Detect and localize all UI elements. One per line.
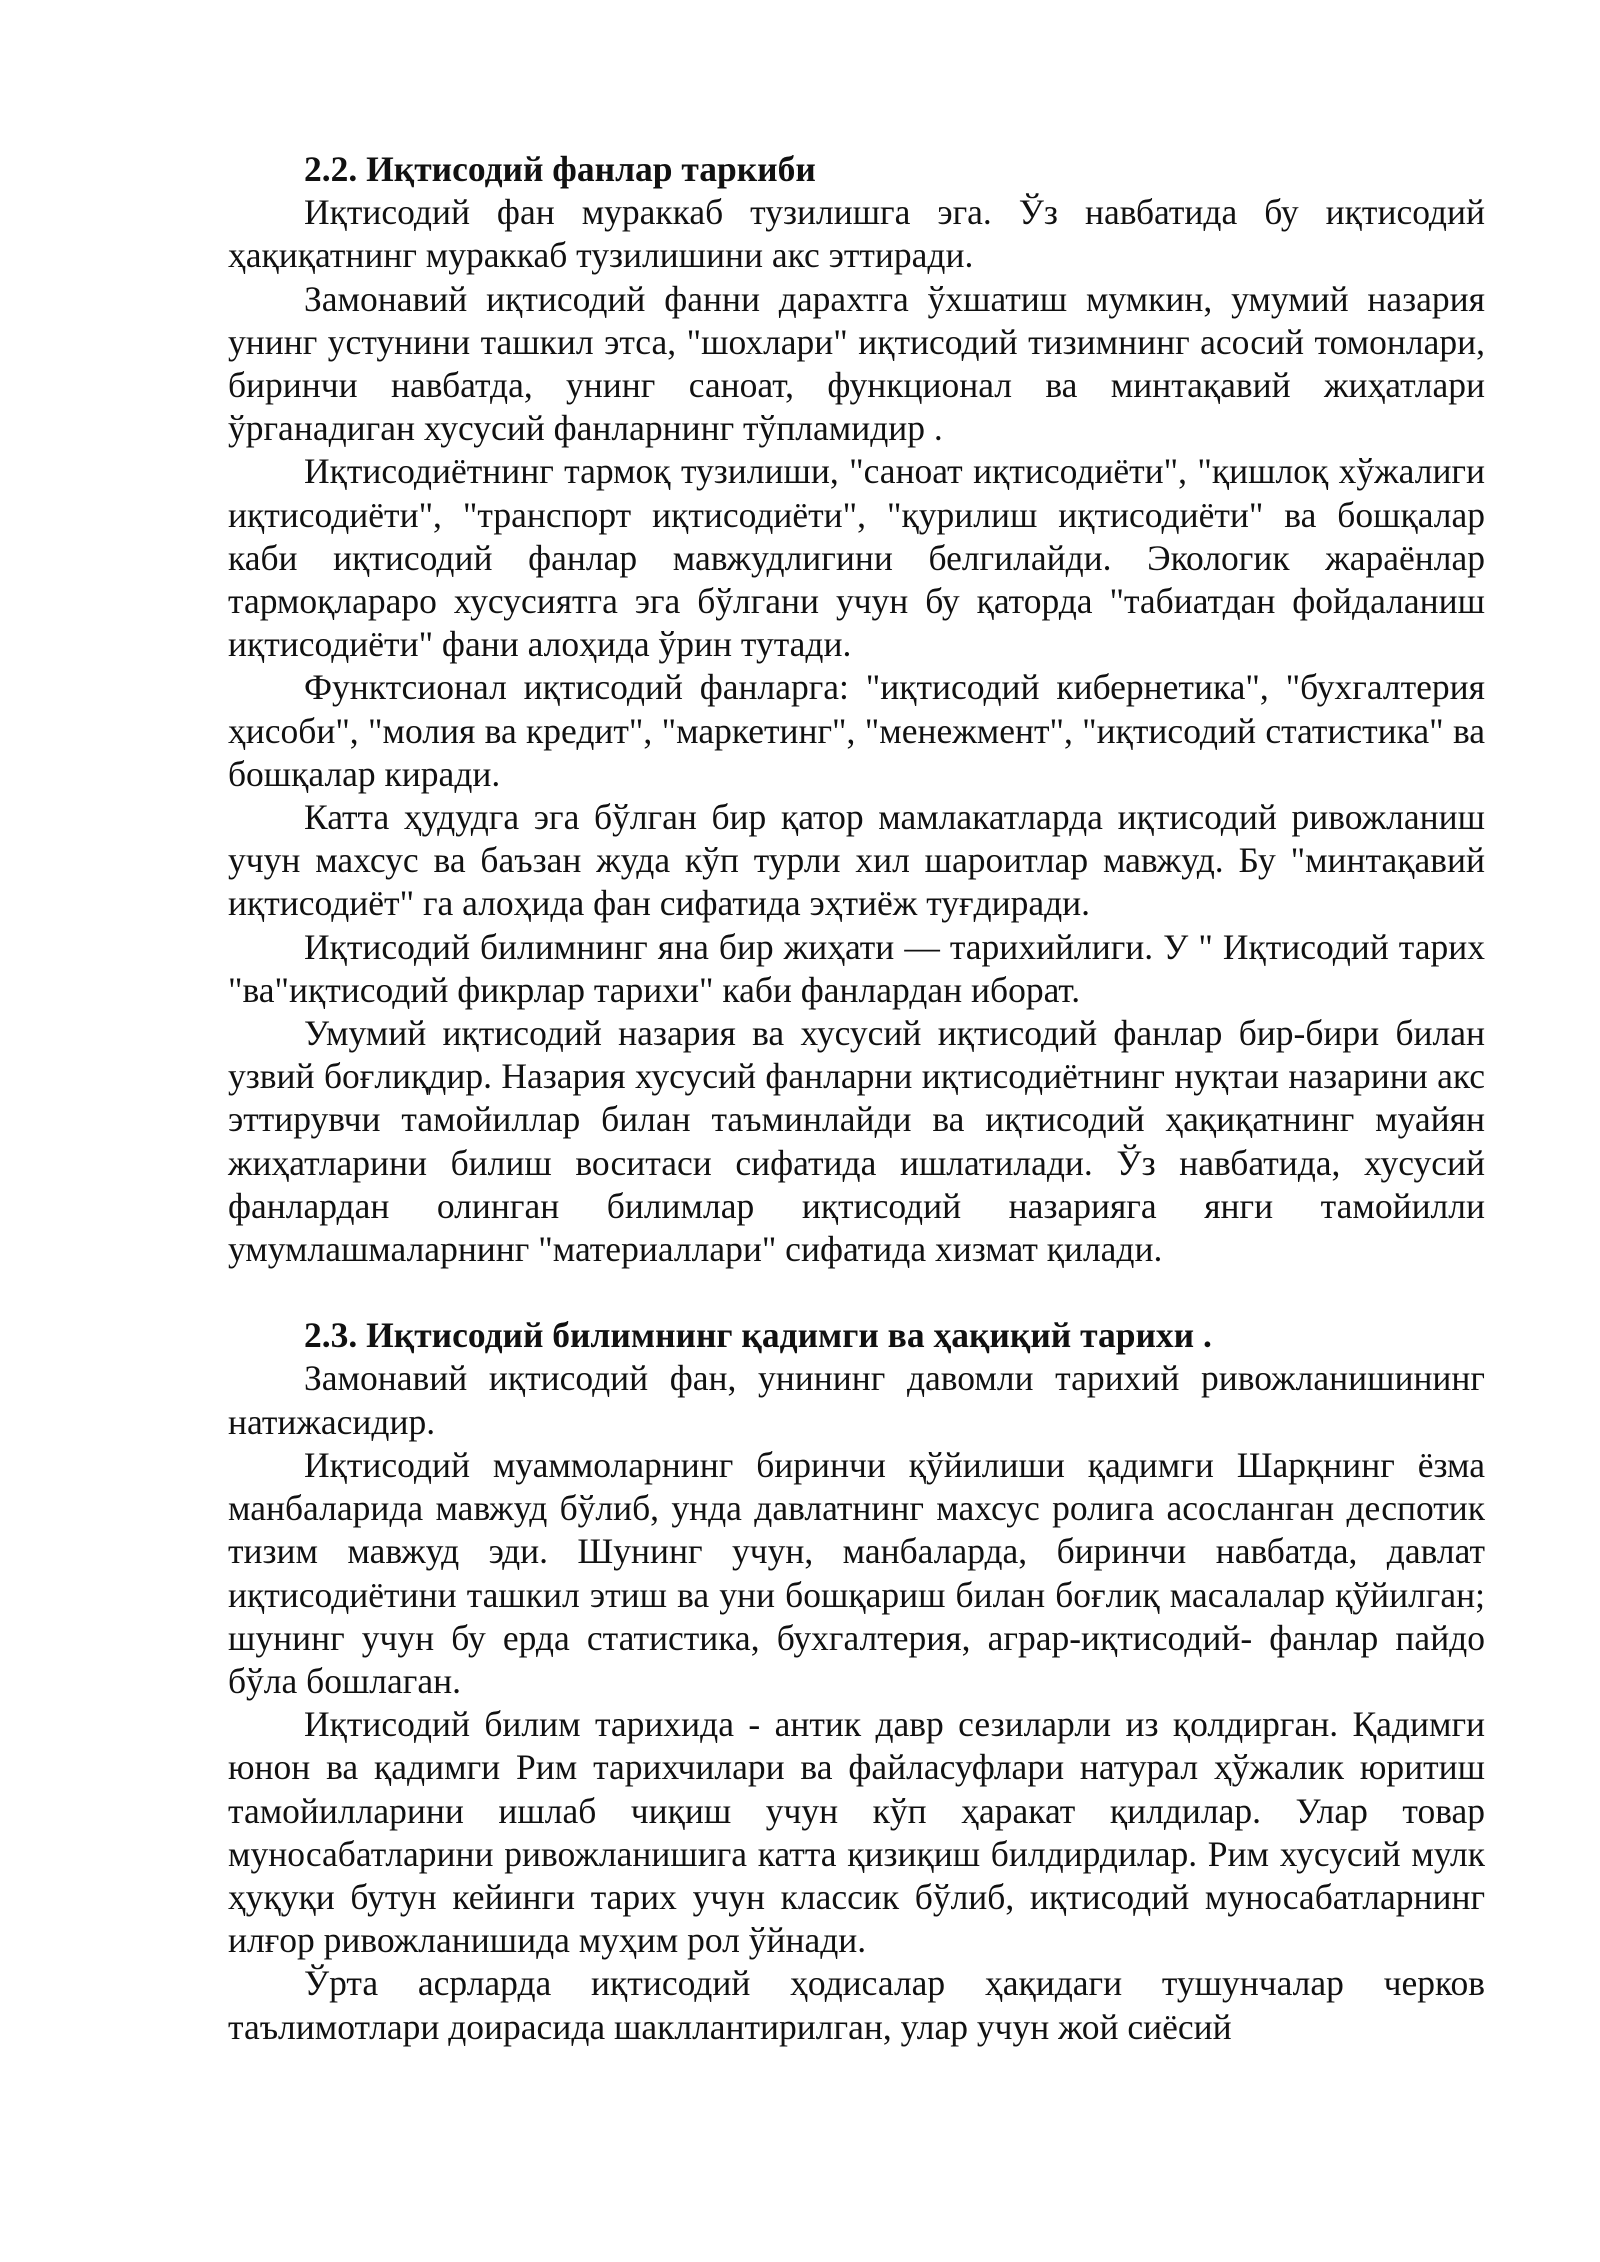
section-2-2	[228, 148, 1485, 1271]
paragraph: Функтсионал иқтисодий фанларга: "иқтисодий кибернетика", "бухгалтерия ҳисоби", "молия ва кредит", "маркетинг", "менежмент", "иқтисодий статистика" ва бошқалар киради.	[228, 667, 1485, 794]
paragraph: Ўрта асрларда иқтисодий ҳодисалар ҳақидаги тушунчалар черков таълимотлари доирасида шакллантирилган, улар учун жой сиёсий	[228, 1963, 1485, 2047]
paragraph: Умумий иқтисодий назария ва хусусий иқтисодий фанлар бир-бири билан узвий боғлиқдир. Назария хусусий фанларни иқтисодиётнинг нуқтаи назарини акс эттирувчи тамойиллар билан таъминлайди ва иқтисодий ҳақиқатнинг муайян жиҳатларини билиш воситаси сифатида ишлатилади. Ўз навбатида, хусусий фанлардан олинган билимлар иқтисодий назарияга янги тамойилли умумлашмаларнинг "материаллари" сифатида хизмат қилади.	[228, 1013, 1485, 1270]
section-2-3	[228, 1314, 1485, 2048]
section-heading: 2.2. Иқтисодий фанлар таркиби	[304, 149, 816, 189]
paragraph: Иқтисодий муаммоларнинг биринчи қўйилиши қадимги Шарқнинг ёзма манбаларида мавжуд бўлиб, унда давлатнинг махсус ролига асосланган деспотик тизим мавжуд эди. Шунинг учун, манбаларда, биринчи навбатда, давлат иқтисодиётини ташкил этиш ва уни бошқариш билан боғлиқ масалалар қўйилган; шунинг учун бу ерда статистика, бухгалтерия, аграр-иқтисодий- фанлар пайдо бўла бошлаган.	[228, 1444, 1485, 1701]
section-heading: 2.3. Иқтисодий билимнинг қадимги ва ҳақиқий тарихи .	[304, 1315, 1212, 1356]
paragraph: Иқтисодий билим тарихида - антик давр сезиларли из қолдирган. Қадимги юнон ва қадимги Рим тарихчилари ва файласуфлари натурал ҳўжалик юритиш тамойилларини ишлаб чиқиш учун кўп ҳаракат қилдилар. Улар товар муносабатларини ривожланишига катта қизиқиш билдирдилар. Рим хусусий мулк ҳуқуқи бутун кейинги тарих учун классик бўлиб, иқтисодий муносабатларнинг илғор ривожланишида муҳим рол ўйнади.	[228, 1704, 1485, 1961]
paragraph: Замонавий иқтисодий фан, унининг давомли тарихий ривожланишининг натижасидир.	[228, 1358, 1485, 1442]
document-page	[228, 148, 1485, 2049]
paragraph: Иқтисодиётнинг тармоқ тузилиши, "саноат иқтисодиёти", "қишлоқ хўжалиги иқтисодиёти", "транспорт иқтисодиёти", "қурилиш иқтисодиёти" ва бошқалар каби иқтисодий фанлар мавжудлигини белгилайди. Экологик жараёнлар тармоқлараро хусусиятга эга бўлгани учун бу қаторда "табиатдан фойдаланиш иқтисодиёти" фани алоҳида ўрин тутади.	[228, 451, 1485, 665]
paragraph: Иқтисодий фан мураккаб тузилишга эга. Ўз навбатида бу иқтисодий ҳақиқатнинг мураккаб тузилишини акс эттиради.	[228, 192, 1485, 276]
paragraph: Иқтисодий билимнинг яна бир жиҳати — тарихийлиги. У " Иқтисодий тарих "ва"иқтисодий фикрлар тарихи" каби фанлардан иборат.	[228, 926, 1485, 1010]
section-spacer	[228, 1271, 1485, 1314]
paragraph: Катта ҳудудга эга бўлган бир қатор мамлакатларда иқтисодий ривожланиш учун махсус ва баъзан жуда кўп турли хил шароитлар мавжуд. Бу "минтақавий иқтисодиёт" га алоҳида фан сифатида эҳтиёж туғдиради.	[228, 797, 1485, 924]
paragraph: Замонавий иқтисодий фанни дарахтга ўхшатиш мумкин, умумий назария унинг устунини ташкил этса, "шохлари" иқтисодий тизимнинг асосий томонлари, биринчи навбатда, унинг саноат, функционал ва минтақавий жиҳатлари ўрганадиган хусусий фанларнинг тўпламидир .	[228, 278, 1485, 449]
